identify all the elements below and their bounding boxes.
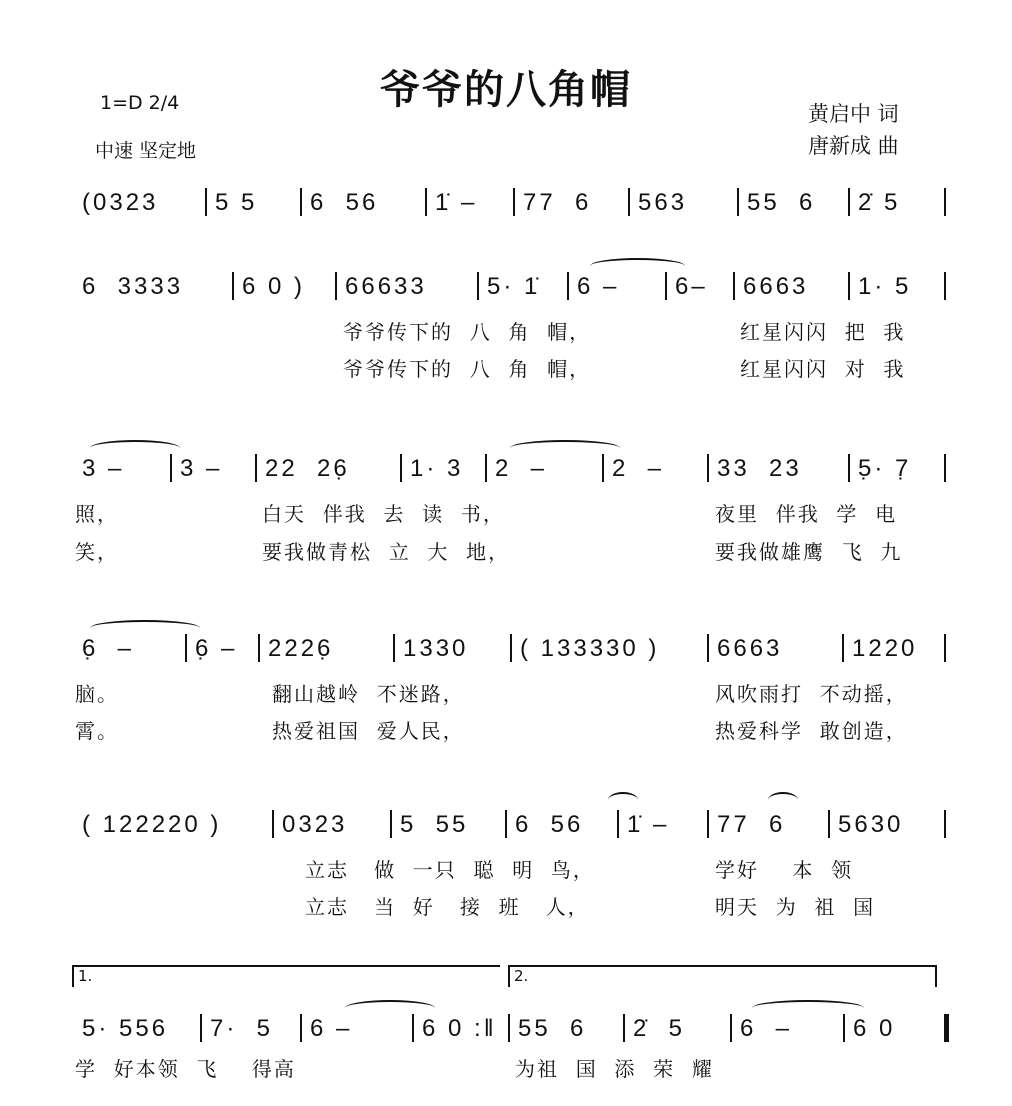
lyric-verse-2: 热爱祖国 爱人民，	[272, 719, 465, 743]
measure: 77 6	[523, 189, 592, 216]
measure: 2226̣	[268, 635, 334, 662]
measure: ( 122220 )	[82, 811, 222, 838]
lyric-verse-1: 翻山越岭 不迷路，	[272, 682, 465, 706]
measure: 6–	[675, 273, 708, 300]
lyricist-credit: 黄启中 词	[808, 102, 899, 126]
lyric-verse-1: 照，	[75, 502, 119, 526]
bar-line	[848, 454, 850, 482]
lyric-verse-2: 红星闪闪 对 我	[740, 357, 906, 381]
bar-line	[258, 634, 260, 662]
slur	[345, 1000, 435, 1016]
bar-line	[335, 272, 337, 300]
measure: 1· 5	[858, 273, 912, 300]
measure: 6̣ –	[82, 635, 135, 662]
end-bar-line	[944, 810, 946, 838]
bar-line	[300, 188, 302, 216]
lyric-verse-2: 霄。	[75, 719, 119, 743]
bar-line	[425, 188, 427, 216]
measure: 66633	[345, 273, 427, 300]
measure: 1330	[403, 635, 469, 662]
bar-line	[848, 188, 850, 216]
measure: 2̇ 5	[633, 1015, 686, 1042]
measure: 55 6	[518, 1015, 587, 1042]
bar-line	[477, 272, 479, 300]
bar-line	[843, 1014, 845, 1042]
bar-line	[513, 188, 515, 216]
volta-bracket-1: 1.	[72, 965, 500, 987]
bar-line	[508, 1014, 510, 1042]
lyric-verse-1: 红星闪闪 把 我	[740, 320, 906, 344]
measure: 5· 1̇	[487, 273, 541, 300]
measure: 6 0 :‖	[422, 1015, 497, 1042]
measure: 3 –	[180, 455, 223, 482]
slur	[510, 440, 620, 456]
bar-line	[848, 272, 850, 300]
measure: 3 –	[82, 455, 125, 482]
measure: 6 –	[577, 273, 620, 300]
lyric-verse-2: 明天 为 祖 国	[715, 895, 876, 919]
measure: 6 56	[515, 811, 584, 838]
bar-line	[232, 272, 234, 300]
measure: 5 5	[215, 189, 258, 216]
measure: 2 –	[612, 455, 665, 482]
bar-line	[623, 1014, 625, 1042]
bar-line	[730, 1014, 732, 1042]
end-bar-line	[944, 1014, 949, 1042]
measure: 5 55	[400, 811, 469, 838]
bar-line	[733, 272, 735, 300]
song-title: 爷爷的八角帽	[380, 66, 632, 113]
staff-line	[0, 808, 1012, 842]
bar-line	[617, 810, 619, 838]
measure: 6 3333	[82, 273, 184, 300]
lyric-verse-1: 为祖 国 添 荣 耀	[515, 1057, 714, 1081]
bar-line	[828, 810, 830, 838]
measure: 33 23	[717, 455, 802, 482]
bar-line	[485, 454, 487, 482]
staff-line	[0, 1012, 1012, 1046]
measure: 6663	[743, 273, 809, 300]
bar-line	[665, 272, 667, 300]
measure: 6 0	[853, 1015, 896, 1042]
staff-line	[0, 186, 1012, 220]
bar-line	[272, 810, 274, 838]
measure: 0323	[282, 811, 348, 838]
measure: (0323	[82, 189, 159, 216]
lyric-verse-1: 风吹雨打 不动摇，	[715, 682, 908, 706]
measure: 6 –	[740, 1015, 793, 1042]
bar-line	[205, 188, 207, 216]
lyric-verse-2: 热爱科学 敢创造，	[715, 719, 908, 743]
end-bar-line	[944, 272, 946, 300]
bar-line	[567, 272, 569, 300]
bar-line	[707, 810, 709, 838]
bar-line	[707, 634, 709, 662]
lyric-verse-2: 立志 当 好 接 班 人，	[305, 895, 590, 919]
slur	[590, 258, 685, 274]
bar-line	[255, 454, 257, 482]
end-bar-line	[944, 454, 946, 482]
end-bar-line	[944, 634, 946, 662]
slur	[90, 440, 180, 456]
lyric-verse-1: 立志 做 一只 聪 明 鸟，	[305, 858, 595, 882]
tempo-marking: 中速 坚定地	[95, 140, 197, 162]
staff-line	[0, 452, 1012, 486]
key-signature: 1=D 2/4	[100, 92, 180, 114]
staff-line	[0, 270, 1012, 304]
bar-line	[390, 810, 392, 838]
bar-line	[400, 454, 402, 482]
bar-line	[393, 634, 395, 662]
measure: 5· 556	[82, 1015, 169, 1042]
bar-line	[628, 188, 630, 216]
measure: 77 6	[717, 811, 786, 838]
slur	[752, 1000, 864, 1016]
bar-line	[707, 454, 709, 482]
lyric-verse-2: 爷爷传下的 八 角 帽，	[343, 357, 592, 381]
bar-line	[602, 454, 604, 482]
lyric-verse-1: 学好 本 领	[715, 858, 854, 882]
bar-line	[510, 634, 512, 662]
measure: 55 6	[747, 189, 816, 216]
measure: 1̇ –	[627, 811, 670, 838]
measure: 6663	[717, 635, 783, 662]
slur	[90, 620, 200, 636]
lyric-verse-1: 脑。	[75, 682, 119, 706]
lyric-verse-1: 学 好本领 飞 得高	[75, 1057, 296, 1081]
lyric-verse-2: 要我做雄鹰 飞 九	[715, 540, 903, 564]
bar-line	[200, 1014, 202, 1042]
lyric-verse-1: 夜里 伴我 学 电	[715, 502, 898, 526]
measure: ( 133330 )	[520, 635, 660, 662]
measure: 5̣· 7̣	[858, 455, 912, 482]
measure: 7· 5	[210, 1015, 274, 1042]
bar-line	[737, 188, 739, 216]
lyric-verse-1: 爷爷传下的 八 角 帽，	[343, 320, 592, 344]
measure: 1220	[852, 635, 918, 662]
measure: 1̇ –	[435, 189, 478, 216]
measure: 6 56	[310, 189, 379, 216]
bar-line	[412, 1014, 414, 1042]
lyric-verse-2: 笑，	[75, 540, 119, 564]
measure: 6̣ –	[195, 635, 238, 662]
measure: 6 –	[310, 1015, 353, 1042]
staff-line	[0, 632, 1012, 666]
measure: 1· 3	[410, 455, 464, 482]
measure: 5630	[838, 811, 904, 838]
bar-line	[170, 454, 172, 482]
measure: 2̇ 5	[858, 189, 901, 216]
measure: 6 0 )	[242, 273, 306, 300]
bar-line	[842, 634, 844, 662]
end-bar-line	[944, 188, 946, 216]
lyric-verse-2: 要我做青松 立 大 地，	[262, 540, 511, 564]
bar-line	[505, 810, 507, 838]
slur	[608, 792, 638, 808]
composer-credit: 唐新成 曲	[808, 134, 899, 158]
measure: 22 26̣	[265, 455, 350, 482]
lyric-verse-1: 白天 伴我 去 读 书，	[262, 502, 505, 526]
volta-bracket-2: 2.	[508, 965, 937, 987]
measure: 2 –	[495, 455, 548, 482]
measure: 563	[638, 189, 688, 216]
slur	[768, 792, 798, 808]
bar-line	[185, 634, 187, 662]
bar-line	[300, 1014, 302, 1042]
